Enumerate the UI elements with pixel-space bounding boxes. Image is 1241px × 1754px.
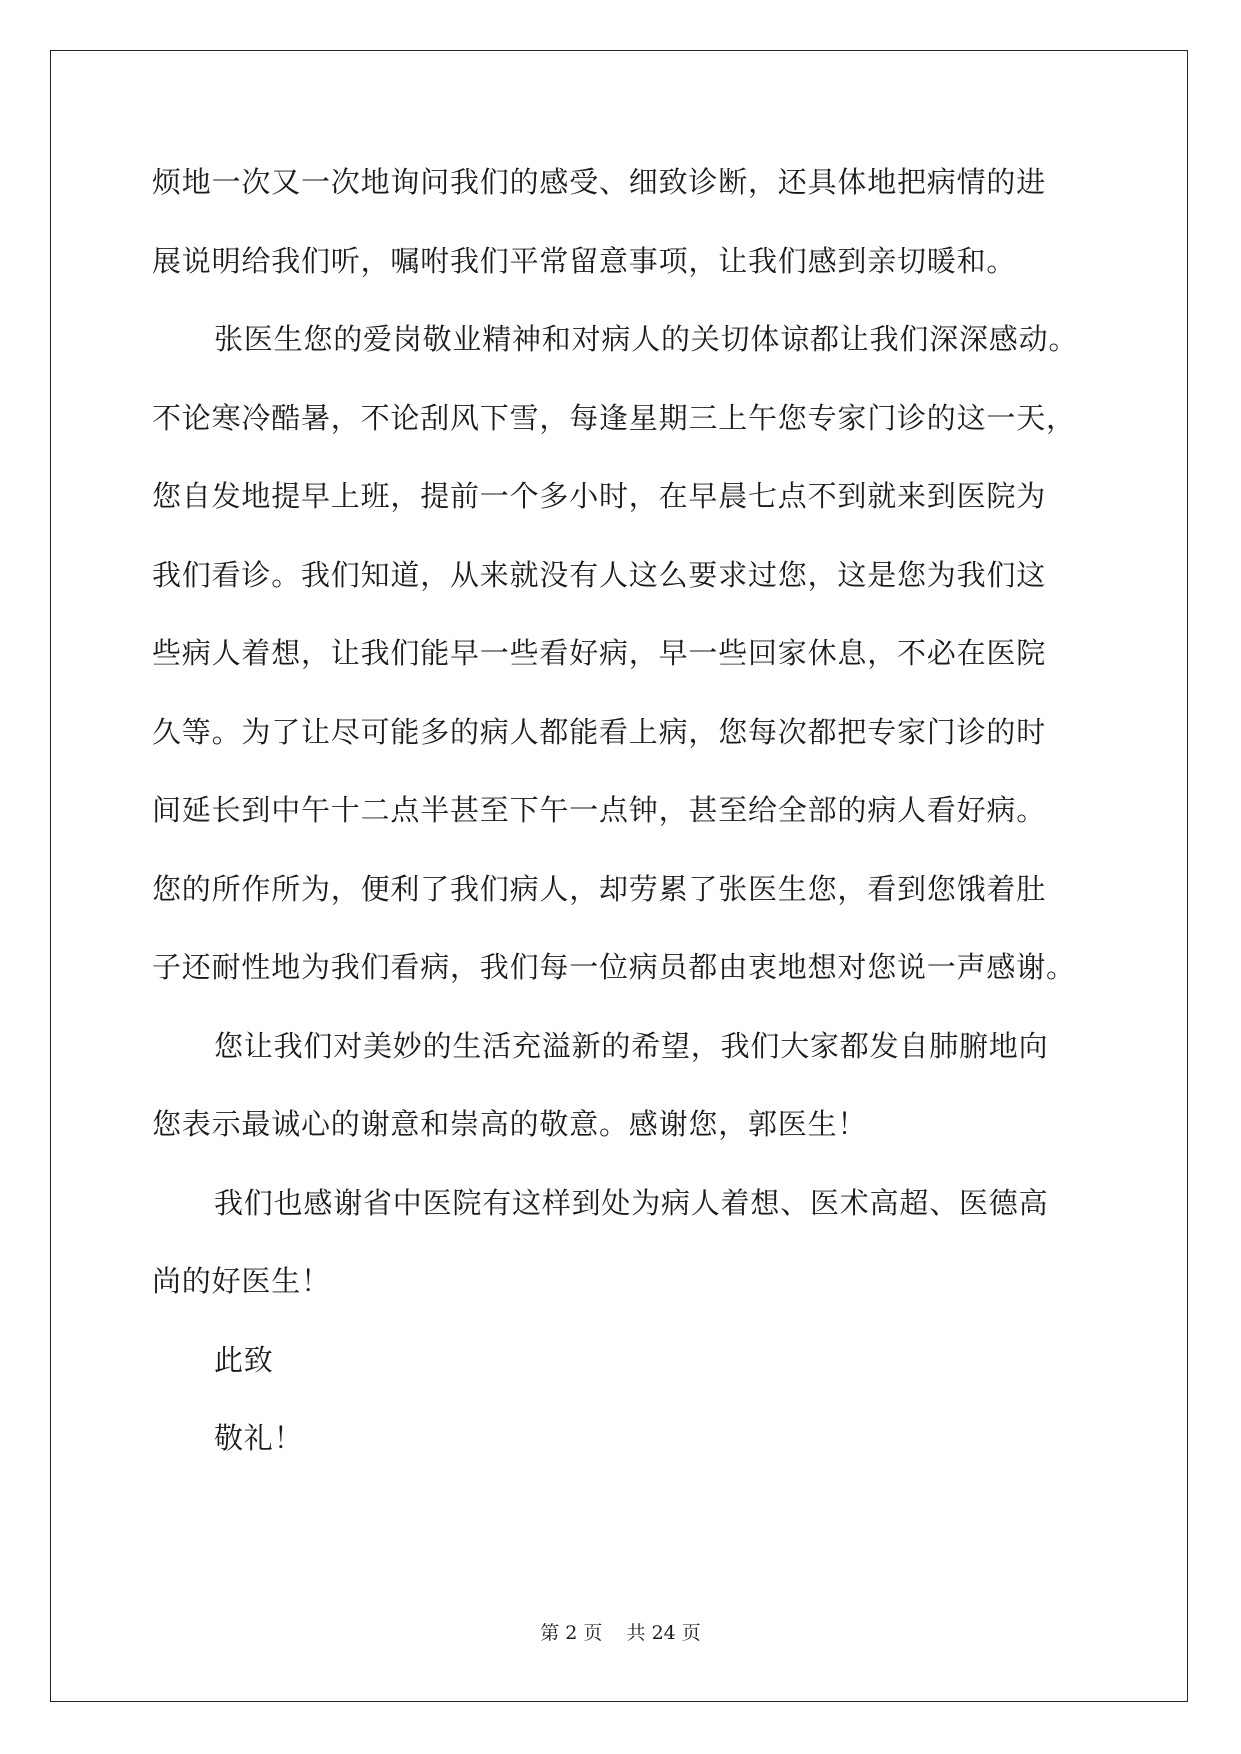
closing-regards: 敬礼！ xyxy=(214,1421,304,1455)
text-line: 我们看诊。我们知道，从来就没有人这么要求过您，这是您为我们这 xyxy=(152,557,1047,592)
text-line: 子还耐性地为我们看病，我们每一位病员都由衷地想对您说一声感谢。 xyxy=(152,950,1076,984)
closing-salutation: 此致 xyxy=(214,1342,274,1377)
text-line: 展说明给我们听，嘱咐我们平常留意事项，让我们感到亲切暖和。 xyxy=(152,243,1017,278)
paragraph-start-line: 我们也感谢省中医院有这样到处为病人着想、医术高超、医德高 xyxy=(214,1185,1049,1220)
text-line: 您表示最诚心的谢意和崇高的敬意。感谢您，郭医生！ xyxy=(152,1107,868,1141)
text-line: 您的所作所为，便利了我们病人，却劳累了张医生您，看到您饿着肚 xyxy=(152,871,1047,906)
text-line: 烦地一次又一次地询问我们的感受、细致诊断，还具体地把病情的进 xyxy=(152,165,1047,199)
letter-body xyxy=(152,164,1092,1499)
paragraph-start-line: 张医生您的爱岗敬业精神和对病人的关切体谅都让我们深深感动。 xyxy=(214,322,1079,356)
text-line: 些病人着想，让我们能早一些看好病，早一些回家休息，不必在医院 xyxy=(152,636,1047,670)
page-number-footer: 第 2 页 共 24 页 xyxy=(540,1622,701,1644)
text-line: 不论寒冷酷暑，不论刮风下雪，每逢星期三上午您专家门诊的这一天， xyxy=(152,400,1076,435)
text-line: 尚的好医生！ xyxy=(152,1264,331,1298)
paragraph-start-line: 您让我们对美妙的生活充溢新的希望，我们大家都发自肺腑地向 xyxy=(214,1028,1049,1063)
text-line: 间延长到中午十二点半甚至下午一点钟，甚至给全部的病人看好病。 xyxy=(152,793,1047,827)
text-line: 久等。为了让尽可能多的病人都能看上病，您每次都把专家门诊的时 xyxy=(152,714,1047,749)
text-line: 您自发地提早上班，提前一个多小时，在早晨七点不到就来到医院为 xyxy=(152,479,1047,513)
